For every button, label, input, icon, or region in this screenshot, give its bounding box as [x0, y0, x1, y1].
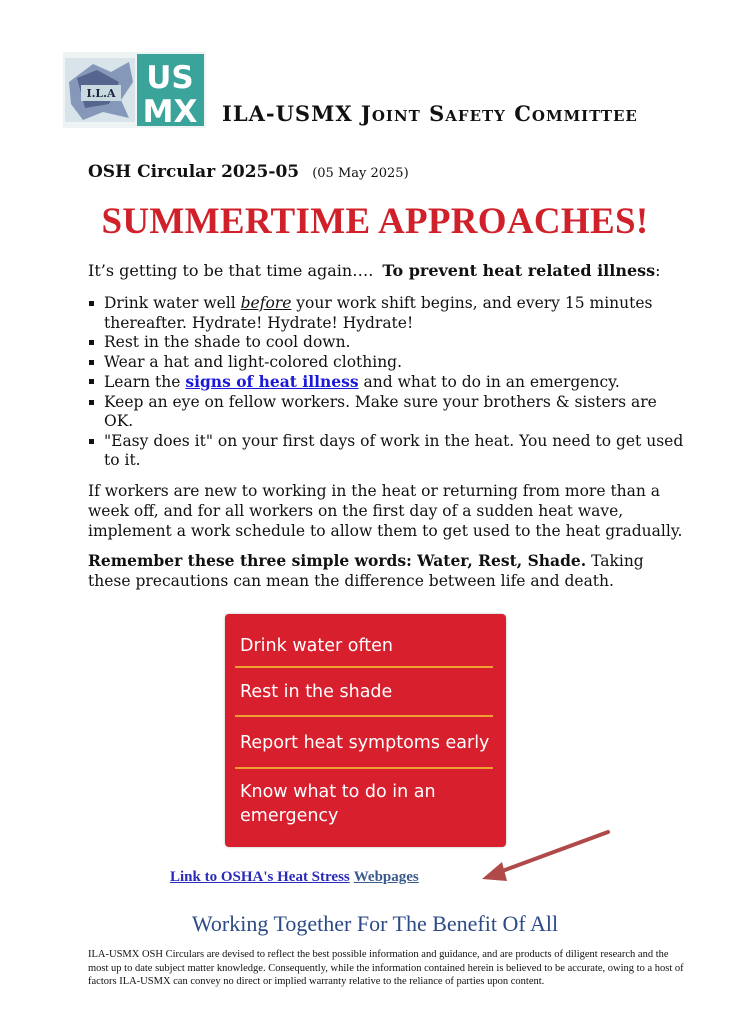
- intro-emphasis: To prevent heat related illness: [382, 261, 656, 280]
- committee-title: ILA-USMX Joint Safety Committee: [222, 101, 638, 126]
- tagline: Working Together For The Benefit Of All: [191, 911, 559, 936]
- tip-hydrate: [88, 294, 688, 333]
- tip-text: Learn the: [104, 373, 186, 391]
- three-words-bold: Remember these three simple words: Water, Rest, Shade.: [88, 551, 587, 570]
- ila-logo-text: I.L.A: [86, 87, 116, 100]
- box-divider: [235, 715, 493, 717]
- tip-text: Drink water well: [104, 294, 241, 312]
- headline: SUMMERTIME APPROACHES!: [101, 201, 649, 242]
- usmx-logo-mx: MX: [142, 94, 198, 128]
- tip-signs: [88, 372, 688, 393]
- disclaimer: ILA-USMX OSH Circulars are devised to reflect the best possible information and guidance, and are products of diligent research and the most up to date subject matter knowledge. Consequently, while the information contained herein is believed to be accurate, owing to a host of factors ILA-USMX can convey no direct or implied warranty relative to the reliance of parties upon content.: [88, 949, 684, 987]
- intro-line: [88, 261, 661, 280]
- box-item-report: Report heat symptoms early: [240, 733, 490, 753]
- box-divider: [235, 767, 493, 769]
- three-words-rest: Taking these precautions can mean the difference between life and death.: [88, 552, 644, 590]
- circular-info: [88, 162, 409, 182]
- box-item-shade: Rest in the shade: [240, 682, 393, 702]
- box-item-emergency: Know what to do in an emergency: [240, 782, 436, 826]
- osha-webpages-link[interactable]: Webpages: [353, 869, 419, 885]
- ila-usmx-logo: [63, 52, 206, 128]
- tip-rest: Rest in the shade to cool down.: [88, 333, 688, 353]
- ila-emblem: [65, 58, 135, 122]
- box-item-water: Drink water often: [240, 636, 394, 656]
- tips-list: [88, 294, 688, 471]
- tip-easy: "Easy does it" on your first days of work in the heat. You need to get used to it.: [88, 432, 688, 471]
- intro-colon: :: [655, 261, 661, 280]
- circular-date: (05 May 2025): [312, 166, 409, 181]
- circular-number: OSH Circular 2025-05: [88, 162, 300, 182]
- acclimatization-paragraph: If workers are new to working in the heat or returning from more than a week off, and for all workers on the first day of a sudden heat wave, implement a work schedule to allow them to get used to the heat gradually.: [88, 482, 683, 540]
- intro-lead: It’s getting to be that time again….: [88, 261, 374, 280]
- osha-heat-stress-link[interactable]: Link to OSHA's Heat Stress: [170, 869, 350, 885]
- tip-coworkers: Keep an eye on fellow workers. Make sure your brothers & sisters are OK.: [88, 393, 688, 432]
- tip-clothing: Wear a hat and light-colored clothing.: [88, 353, 688, 373]
- heat-tips-box: [225, 614, 506, 847]
- usmx-logo-us: US: [146, 60, 194, 96]
- tip-text: and what to do in an emergency.: [358, 373, 620, 391]
- tip-text: your work shift begins, and every 15 minutes thereafter. Hydrate! Hydrate! Hydrate!: [104, 294, 653, 332]
- usmx-mark: [137, 54, 204, 128]
- box-divider: [235, 666, 493, 668]
- tip-emphasis: before: [240, 294, 292, 312]
- three-words-paragraph: [88, 551, 688, 591]
- osha-link-line: [170, 869, 419, 886]
- signs-of-heat-illness-link[interactable]: signs of heat illness: [185, 372, 359, 391]
- arrow-icon: [480, 826, 612, 886]
